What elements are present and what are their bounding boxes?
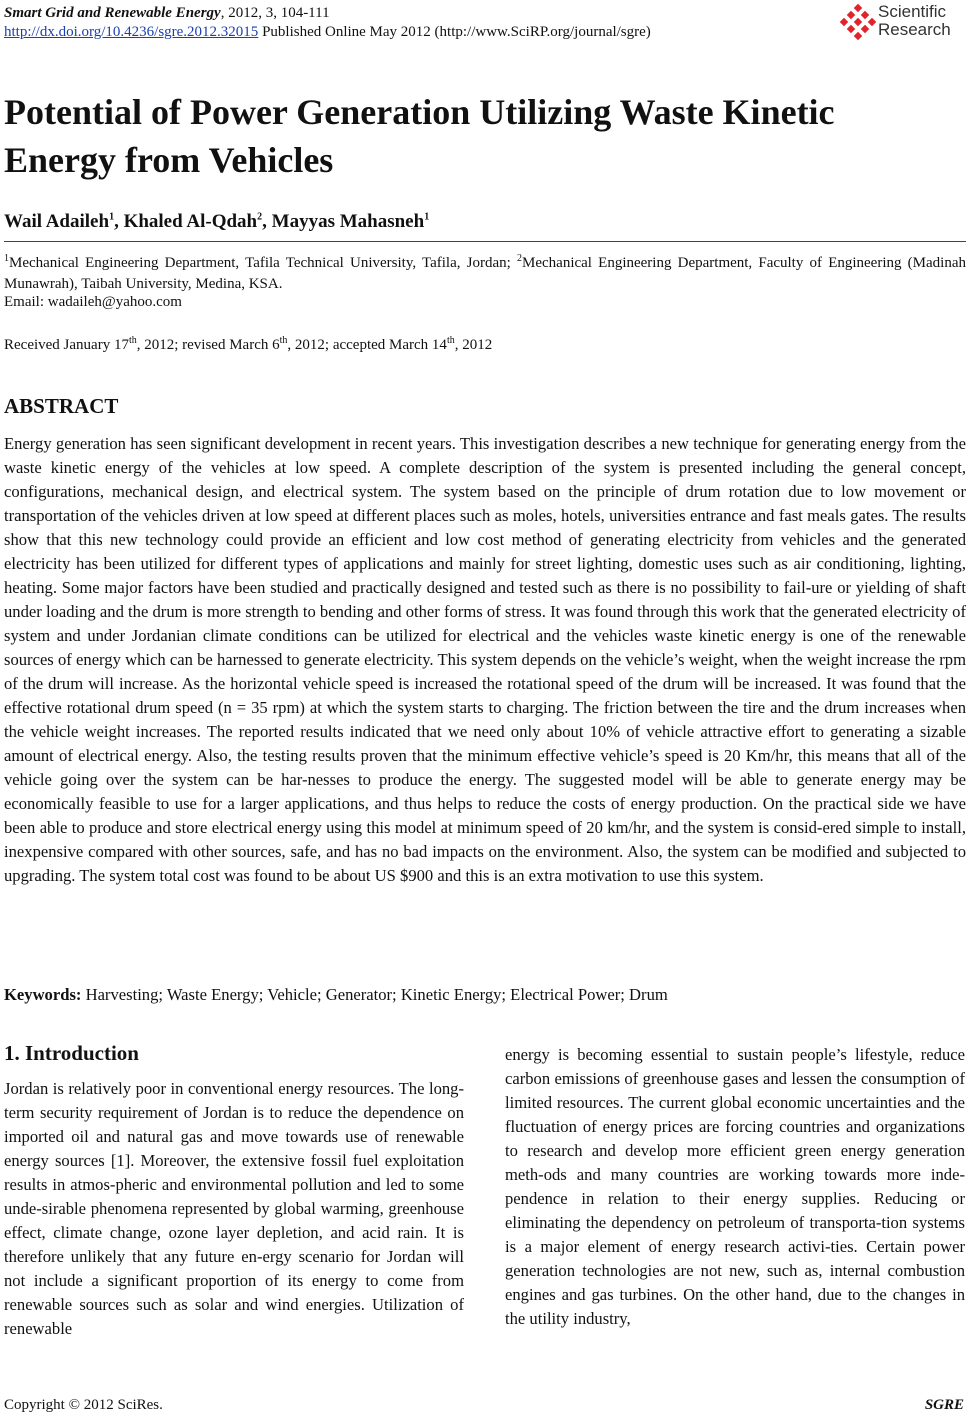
journal-issue: , 2012, 3, 104-111 <box>220 5 330 21</box>
intro-column-right: energy is becoming essential to sustain people’s lifestyle, reduce carbon emissions of greenhouse gases and lessen the consumption of limited resources. The current global economic uncertainties and the fluctuation of energy prices are forcing countries and organizations to research and develop more efficient green energy generation meth-ods and many countries are working towards more inde-pendence in relation to their energy supplies. Reducing or eliminating the dependency on petroleum of transporta-tion systems is a major element of energy research activi-ties. Certain power generation technologies are not new, such as, internal combustion engines and gas turbines. On the other hand, due to the changes in the utility industry, <box>505 1045 965 1328</box>
doi-link[interactable]: http://dx.doi.org/10.4236/sgre.2012.32015 <box>4 24 259 40</box>
journal-citation <box>4 4 651 23</box>
affiliations <box>4 253 966 295</box>
date-year: , 2012 <box>454 337 493 353</box>
ordinal-suffix: th <box>128 335 137 346</box>
publisher-logo <box>840 2 964 42</box>
logo-text-research: Research <box>878 20 951 39</box>
journal-title: Smart Grid and Renewable Energy <box>4 5 221 21</box>
author-name: Khaled Al-Qdah <box>123 211 258 232</box>
author-name: Wail Adaileh <box>4 211 110 232</box>
ordinal-suffix: th <box>446 335 455 346</box>
submission-dates <box>4 337 492 354</box>
author-name: Mayyas Mahasneh <box>271 211 425 232</box>
affiliation-2: Mechanical Engineering Department, Faculty of Engineering (Madinah Munawrah), Taibah University, Medina, KSA. <box>4 255 966 292</box>
header-divider <box>4 241 966 242</box>
author-list <box>4 211 429 233</box>
author-separator: , <box>114 211 124 232</box>
scirp-diamond-icon <box>840 4 876 40</box>
keywords-text: Harvesting; Waste Energy; Vehicle; Generator; Kinetic Energy; Electrical Power; Drum <box>81 985 668 1004</box>
keywords-line <box>4 985 668 1005</box>
abstract-heading: ABSTRACT <box>4 394 119 418</box>
journal-publication-line <box>4 23 651 42</box>
affil-mark: 1 <box>4 253 9 264</box>
author-separator: , <box>262 211 272 232</box>
date-revised: , 2012; revised March 6 <box>136 337 280 353</box>
footer-journal-abbr: SGRE <box>924 1397 964 1413</box>
section-heading-introduction: 1. Introduction <box>4 1041 139 1065</box>
ordinal-suffix: th <box>279 335 288 346</box>
date-received: Received January 17 <box>4 337 129 353</box>
contact-email: Email: wadaileh@yahoo.com <box>4 294 182 310</box>
author-affil-mark: 2 <box>257 211 263 223</box>
paper-title: Potential of Power Generation Utilizing Waste Kinetic Energy from Vehicles <box>4 92 835 180</box>
logo-text-scientific: Scientific <box>878 2 947 21</box>
author-affil-mark: 1 <box>109 211 115 223</box>
intro-column-left: Jordan is relatively poor in conventional energy resources. The long-term security requirement of Jordan is to reduce the dependence on imported oil and natural gas and move towards use of renewable energy sources [1]. Moreover, the extensive fossil fuel exploitation results in atmos-pheric and environmental pollution and led to some unde-sirable phenomena represented by global warming, greenhouse effect, climate change, ozone layer depletion, and acid rain. It is therefore unlikely that any future en-ergy scenario for Jordan will not include a significant proportion of its energy to come from renewable sources such as solar and wind energies. Utilization of renewable <box>4 1079 464 1338</box>
journal-header <box>4 4 651 42</box>
affiliation-1: Mechanical Engineering Department, Tafila Technical University, Tafila, Jordan; <box>9 255 518 271</box>
author-affil-mark: 1 <box>424 211 430 223</box>
abstract-body: Energy generation has seen significant development in recent years. This investigation describes a new technique for generating energy from the waste kinetic energy of the vehicles at low speed. A complete description of the system is presented including the general concept, configurations, mechanical design, and electrical system. The system based on the principle of drum rotation due to low movement or transportation of the vehicles driven at low speed at different places such as moles, hotels, universities entrance and fast meals gates. The results show that this new technology could provide an efficient and low cost method of generating electricity from vehicles and the generated electricity has been utilized for different types of applications and mainly for street lighting, domestic uses such as air conditioning, lighting, heating. Some major factors have been studied and practically designed and tested such as there is no possibility to fail-ure or yielding of shaft under loading and the drum is more strength to bending and other forms of stress. It was found through this work that the generated electricity of system and under Jordanian climate conditions can be utilized for electrical and the vehicles waste kinetic energy is one of the renewable sources of energy which can be harnessed to generate electricity. This system depends on the vehicle’s weight, when the weight increase the rpm of the drum will increase. As the horizontal vehicle speed is increased the rotational speed of the drum will be increased. It was found that the effective rotational drum speed (n = 35 rpm) at which the system starts to charging. The friction between the tire and the drum increases when the vehicle weight increases. The reported results indicated that we need only about 10% of vehicle attractive effort to generating a sizable amount of electrical energy. Also, the testing results proven that the minimum effective vehicle’s speed is 20 Km/hr, this means that all of the vehicle going over the system can be har-nesses to produce the energy. The suggested model will be able to generate energy may be economically feasible to use for a larger applications, and thus helps to reduce the costs of energy production. On the practical side we have been able to produce and store electrical energy using this model at minimum speed of 20 km/hr, and the system is consid-ered simple to install, inexpensive compared with other sources, safe, and has no bad impacts on the environment. Also, the system can be modified and subjected to upgrading. The system total cost was found to be about US $900 and this is an extra motivation to use this system. <box>4 434 966 885</box>
keywords-label: Keywords: <box>4 985 82 1004</box>
published-online-text: Published Online May 2012 (http://www.SciRP.org/journal/sgre) <box>258 24 651 40</box>
date-accepted: , 2012; accepted March 14 <box>287 337 447 353</box>
footer-copyright: Copyright © 2012 SciRes. <box>4 1397 163 1413</box>
affil-mark: 2 <box>517 253 523 264</box>
